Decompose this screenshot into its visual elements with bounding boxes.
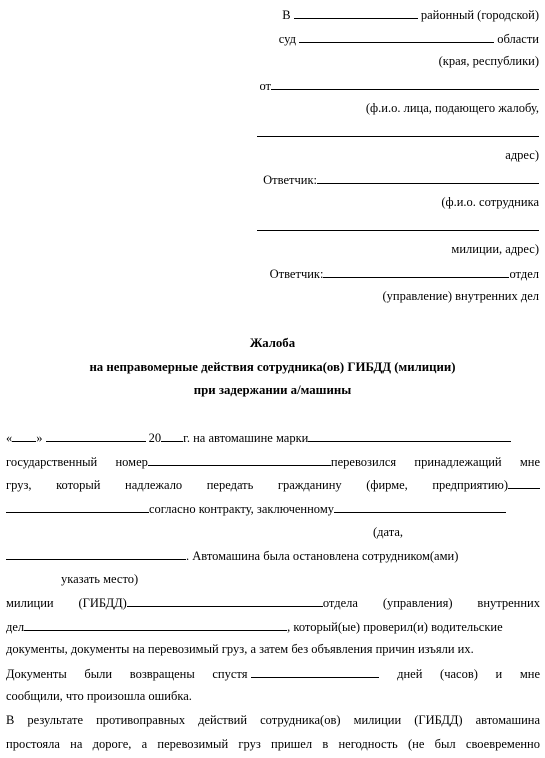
body-line-4 [6, 500, 506, 517]
body-line-12: сообщили, что произошла ошибка. [6, 689, 192, 703]
body-line-6 [6, 547, 458, 564]
court-prefix: В [282, 8, 291, 22]
doc-subtitle: на неправомерные действия сотрудника(ов) ГИБДД (милиции) [89, 360, 456, 374]
court-region-prefix: суд [278, 32, 296, 46]
from-hint: (ф.и.о. лица, подающего жалобу, [365, 101, 539, 115]
body-line-13: В результате противоправных действий сотрудника(ов) милиции (ГИБДД) автомашина [6, 713, 540, 727]
blank-car-brand [308, 429, 511, 442]
blank-duration [251, 665, 379, 678]
word: надлежало [125, 478, 183, 492]
word: который [56, 478, 101, 492]
word: дел [6, 620, 25, 634]
word: гражданину [277, 478, 342, 492]
body-line-3 [6, 476, 540, 493]
body-line-8 [6, 594, 540, 611]
word: (управления) [382, 596, 453, 610]
blank-recipient [508, 476, 540, 489]
word: дней [397, 667, 423, 681]
address-hint: адрес) [505, 148, 539, 162]
car-brand-text: г. на автомашине марки [183, 431, 309, 445]
defendant2-line [270, 265, 539, 282]
word: Документы [6, 667, 67, 681]
doc-subtitle-2: при задержании а/машины [193, 383, 352, 397]
word: государственный [6, 455, 98, 469]
word: (фирме, [366, 478, 408, 492]
from-line [259, 77, 539, 94]
body-line-10: документы, документы на перевозимый груз, а затем без объявления причин изъяли их. [6, 642, 474, 656]
body-line-2 [6, 453, 540, 470]
stopped-text: . Автомашина была остановлена сотрудником(ами) [186, 549, 459, 563]
word: номер [115, 455, 148, 469]
contract-text: согласно контракту, заключенному [149, 502, 334, 516]
word: милиции [6, 596, 54, 610]
region-hint: (края, республики) [438, 54, 539, 68]
blank-day [12, 429, 36, 442]
checked-text: , который(ые) проверил(и) водительские [287, 620, 503, 634]
blank-plate [148, 453, 331, 466]
blank-from [271, 77, 539, 90]
defendant1-prefix: Ответчик: [263, 173, 317, 187]
place-hint: указать место) [61, 572, 139, 586]
defendant2-suffix: отдел [509, 267, 539, 281]
blank-year [161, 429, 183, 442]
body-line-1 [6, 429, 511, 446]
address-blank-line [257, 124, 539, 141]
blank-month [46, 429, 146, 442]
body-line-14: простояла на дороге, а перевозимый груз пришел в негодность (не был своевременно [6, 737, 540, 751]
blank-department-2 [24, 618, 287, 631]
word: (ГИБДД) [78, 596, 127, 610]
from-prefix: от [259, 79, 271, 93]
department-group [79, 596, 358, 610]
word: были [84, 667, 113, 681]
word: отдела [322, 596, 358, 610]
word: мне [519, 455, 540, 469]
defendant1-line [263, 171, 539, 188]
word: груз, [6, 478, 32, 492]
blank-region [299, 30, 494, 43]
blank-defendant1-address [257, 218, 539, 231]
quote-close: » [36, 431, 43, 445]
word: передать [206, 478, 254, 492]
court-region-line [279, 30, 539, 47]
blank-place [6, 547, 186, 560]
recipient-group [432, 478, 540, 492]
blank-address [257, 124, 539, 137]
word: внутренних [477, 596, 540, 610]
blank-defendant2 [323, 265, 509, 278]
defendant1-blank-line [257, 218, 539, 235]
court-region-suffix: области [497, 32, 539, 46]
blank-defendant1 [317, 171, 539, 184]
blank-district [294, 6, 418, 19]
word: спустя [212, 667, 248, 681]
court-line [282, 6, 539, 23]
word: мне [519, 667, 541, 681]
blank-recipient-cont [6, 500, 149, 513]
year-prefix: 20 [148, 431, 162, 445]
word: перевозился [330, 455, 397, 469]
quote-open: « [6, 431, 13, 445]
defendant1-hint: (ф.и.о. сотрудника [441, 195, 539, 209]
blank-contract [334, 500, 506, 513]
plate-group [115, 455, 396, 469]
blank-department [127, 594, 323, 607]
doc-title: Жалоба [249, 336, 296, 350]
defendant2-prefix: Ответчик: [269, 267, 324, 281]
body-line-9 [6, 618, 503, 635]
defendant1-address-hint: милиции, адрес) [451, 242, 539, 256]
word: возвращены [129, 667, 195, 681]
body-line-11 [6, 665, 540, 682]
word: (часов) [440, 667, 478, 681]
date-hint: (дата, [373, 525, 404, 539]
word: и [495, 667, 503, 681]
word: принадлежащий [414, 455, 502, 469]
court-suffix: районный (городской) [420, 8, 539, 22]
defendant2-hint: (управление) внутренних дел [382, 289, 539, 303]
word: предприятию) [432, 478, 509, 492]
duration-group [212, 667, 379, 681]
